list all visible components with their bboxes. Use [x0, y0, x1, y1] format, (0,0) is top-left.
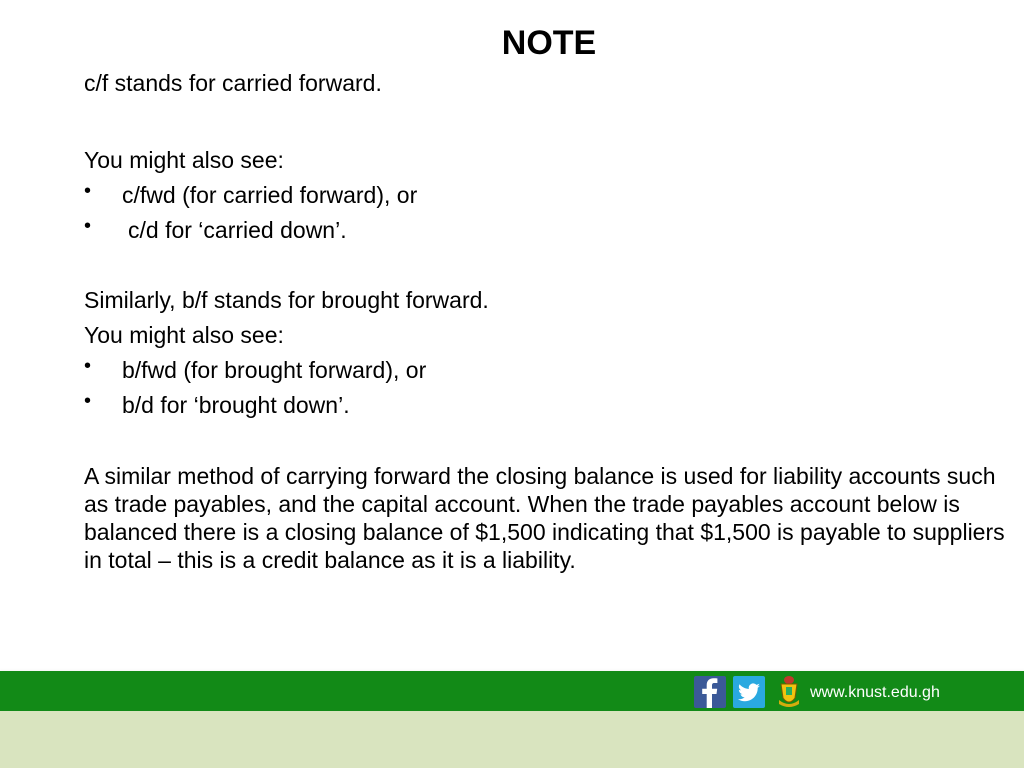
- website-link[interactable]: www.knust.edu.gh: [810, 684, 940, 701]
- carried-forward-definition: c/f stands for carried forward.: [84, 70, 382, 96]
- list-item-text: b/fwd (for brought forward), or: [122, 357, 427, 383]
- facebook-icon[interactable]: [694, 676, 726, 708]
- bullet-icon: •: [84, 180, 92, 202]
- also-see-label-1: You might also see:: [84, 147, 284, 173]
- twitter-icon[interactable]: [733, 676, 765, 708]
- liability-explanation-paragraph: A similar method of carrying forward the closing balance is used for liability accounts such as trade payables, and the capital account. When the trade payables account below is balanced there is a closing balance of $1,500 indicating that $1,500 is payable to suppliers in total – this is a credit balance as it is a liability.: [84, 463, 1005, 573]
- list-item-text: b/d for ‘brought down’.: [122, 392, 350, 418]
- footer-bottom-band: [0, 711, 1024, 768]
- also-see-label-2: You might also see:: [84, 322, 284, 348]
- bullet-icon: •: [84, 390, 92, 412]
- list-item-text: c/d for ‘carried down’.: [128, 217, 347, 243]
- knust-crest-icon: [777, 674, 801, 710]
- list-item-text: c/fwd (for carried forward), or: [122, 182, 418, 208]
- bullet-icon: •: [84, 355, 92, 377]
- brought-forward-definition: Similarly, b/f stands for brought forward.: [84, 287, 489, 313]
- slide-title: NOTE: [501, 24, 597, 62]
- bullet-icon: •: [84, 215, 92, 237]
